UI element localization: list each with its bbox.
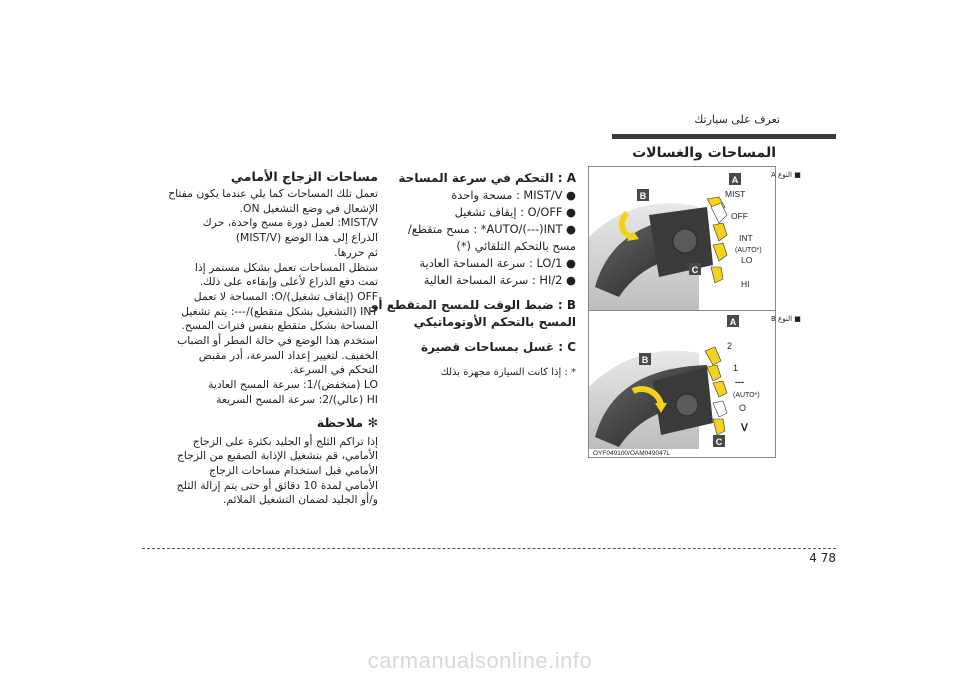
page-number-value: 78 <box>820 551 836 565</box>
arrow-lo-icon <box>713 243 727 261</box>
body-line: المساحة بشكل متقطع بنفس فترات المسح. <box>181 319 378 333</box>
wiper-lever-figure <box>588 166 801 458</box>
note-heading: ✻ ملاحظة <box>316 414 378 430</box>
body-line: الإشعال في وضع التشغيل ON. <box>239 201 378 215</box>
arrow-2-icon <box>705 347 721 365</box>
wipers-heading: مساحات الزجاج الأمامي <box>230 169 378 184</box>
b-heading-line-1: B : ضبط الوقت للمسح المتقطع أو <box>370 298 576 312</box>
arrow-off-b-icon <box>713 401 727 417</box>
body-line: INT (التشغيل بشكل متقطع)/---: يتم تشغيل <box>181 304 378 318</box>
a-item: مسح بالتحكم التلقائي (*) <box>456 239 576 253</box>
badge-c-label: C <box>691 265 699 275</box>
badge-b-label: B <box>639 191 647 201</box>
body-line: استخدم هذا الوضع في حالة المطر أو الضباب <box>177 334 378 348</box>
arrow-mist-b-icon <box>713 419 725 435</box>
position-label-b: ᐯ <box>741 423 748 434</box>
arrow-int-icon <box>713 223 727 241</box>
position-label-b: 2 <box>727 341 733 351</box>
footer-rule <box>142 548 836 549</box>
position-label-b: O <box>739 403 747 413</box>
figure-caption: OYF049100/OAM049047L <box>593 450 670 457</box>
position-label-a: INT <box>739 233 753 243</box>
watermark: carmanualsonline.info <box>367 648 593 673</box>
wiper-controls-column <box>370 170 576 381</box>
body-line: ستظل المساحات تعمل بشكل مستمر إذا <box>194 260 378 274</box>
section-title: المساحات والغسالات <box>632 145 776 161</box>
figure-divider <box>588 310 776 311</box>
badge-a-label: A <box>729 317 737 327</box>
footnote: * : إذا كانت السيارة مجهزة بذلك <box>440 367 576 378</box>
note-line: و/أو الجليد لضمان التشغيل الملائم. <box>222 493 378 507</box>
chapter-number: 4 <box>809 551 817 565</box>
position-label-a: OFF <box>731 211 748 221</box>
badge-a-label: A <box>731 175 739 185</box>
wiper-knob-icon <box>673 229 697 253</box>
panel-a-label: ■ النوع A <box>771 171 801 179</box>
position-label-b: --- <box>735 377 744 387</box>
position-label-a: MIST <box>725 189 746 199</box>
page-number <box>760 551 836 565</box>
body-line: OFF (إيقاف تشغيل)/O: المساحة لا تعمل <box>193 289 378 303</box>
a-item: ● O/OFF : إيقاف تشغيل <box>454 205 576 219</box>
a-item: ● HI/2 : سرعة المساحة العالية <box>423 273 576 287</box>
note-line: إذا تراكم الثلج أو الجليد بكثرة على الزجاج <box>192 434 378 448</box>
wiper-knob-b-icon <box>676 394 698 416</box>
body-line: الذراع إلى هذا الوضع (MIST/ᐯ) <box>235 231 378 245</box>
badge-b-label: B <box>641 355 649 365</box>
arrow-hi-icon <box>711 267 723 283</box>
note-line: الأمامي، قم بتشغيل الإذابة الصقيع من الزجاج <box>176 449 378 463</box>
position-label-a: (AUTO*) <box>735 247 762 254</box>
body-line: تمت دفع الذراع لأعلى وإبقاءه على ذلك. <box>199 275 378 289</box>
position-label-a: LO <box>741 255 753 265</box>
arrow-int-b-icon <box>713 381 727 397</box>
a-item: ● MIST/ᐯ : مسحة واحدة <box>451 188 576 202</box>
body-line: التحكم في السرعة. <box>289 363 378 377</box>
position-label-a: HI <box>741 279 750 289</box>
wiper-lever-illustration <box>589 167 801 459</box>
a-item: ● LO/1 : سرعة المساحة العادية <box>419 256 576 270</box>
position-label-b: (AUTO*) <box>733 392 760 399</box>
body-line: ثم حررها. <box>334 245 378 259</box>
windshield-wipers-column <box>168 168 378 508</box>
a-heading: A : التحكم في سرعة المساحة <box>398 171 576 185</box>
a-item: ● AUTO/(---)INT* : مسح متقطع/ <box>407 222 576 236</box>
header-rule <box>612 134 836 139</box>
note-line: الأمامي لمدة 10 دقائق أو حتى يتم إزالة الثلج <box>176 478 378 492</box>
body-line: LO (منخفض)/1: سرعة المسح العادية <box>208 378 378 392</box>
position-label-b: 1 <box>733 363 739 373</box>
b-heading-line-2: المسح بالتحكم الأوتوماتيكي <box>413 315 576 329</box>
body-line: HI (عالي)/2: سرعة المسح السريعة <box>216 392 378 406</box>
chapter-title: تعرف على سيارتك <box>694 113 780 126</box>
panel-b-label: ■ النوع B <box>771 315 801 323</box>
badge-c-label: C <box>715 437 723 447</box>
body-line: MIST/ᐯ: لعمل دورة مسح واحدة، حرك <box>202 216 378 230</box>
note-line: الأمامي قبل استخدام مساحات الزجاج <box>209 463 378 477</box>
body-line: تعمل تلك المساحات كما يلي عندما يكون مفتاح <box>168 187 378 200</box>
body-line: الخفيف. لتغيير إعداد السرعة، أدر مقبض <box>198 348 378 362</box>
c-heading: C : غسل بمساحات قصيرة <box>420 340 576 354</box>
arrow-1-icon <box>707 365 721 381</box>
